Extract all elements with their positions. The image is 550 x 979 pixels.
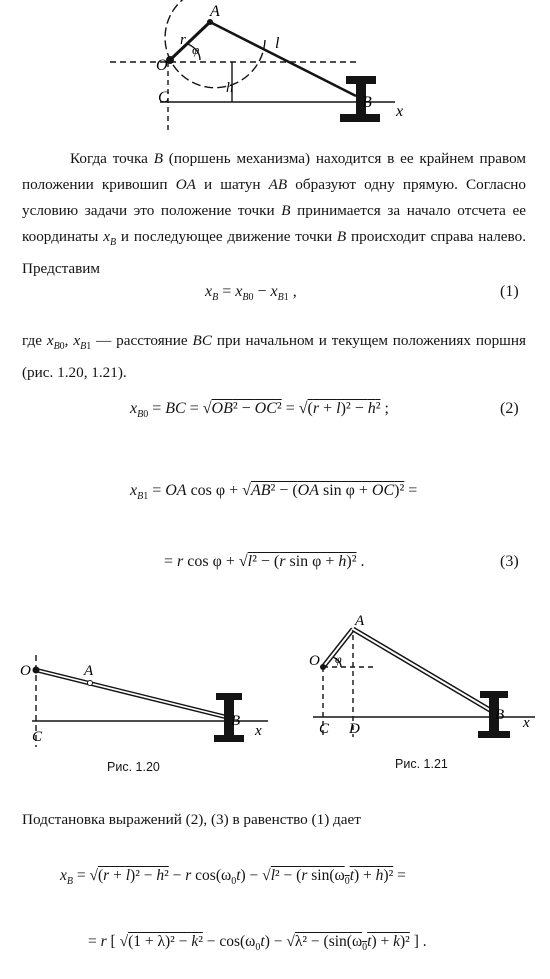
crank-mechanism-figure <box>60 0 420 130</box>
equation-3-line2: = r cos φ + √l² − (r sin φ + h)² . <box>164 553 365 570</box>
label-h: h <box>226 80 234 96</box>
equation-3-line1: $x_{B1}$ = OA cos φ + √AB² − (OA sin φ + OC)² = <box>130 482 418 503</box>
paragraph-definition: где $x_{B0}$, $x_{B1}$ — расстояние BC при начальном и текущем положениях поршня (рис. 1.20, 1.21). <box>22 332 526 382</box>
equation-3-number: (3) <box>500 553 519 570</box>
point-O-121 <box>320 664 326 670</box>
equation-1: $x_B = x_{B0} - x_{B1}$ , <box>205 283 297 304</box>
label-C-121: C <box>319 721 330 737</box>
label-B-120: B <box>231 713 241 729</box>
label-O-121: O <box>309 653 320 669</box>
label-l: l <box>275 35 280 52</box>
point-O-120 <box>33 667 40 674</box>
equation-1-number: (1) <box>500 283 519 300</box>
point-A-120 <box>88 681 93 686</box>
equation-4-line1: $x_B = √(r + l)^2 - h^2 - r$ $\cos(\omega_0t) - √l^2 - (r$ $\sin(\omega_0t) + h)^2$ = <box>60 867 406 888</box>
label-A: A <box>210 3 220 20</box>
label-B: B <box>362 94 372 111</box>
label-A-121: A <box>355 613 365 629</box>
label-C-120: C <box>32 729 43 745</box>
caption-figure-1-20: Рис. 1.20 <box>107 760 160 774</box>
equation-4-line2: = r [ $√(1 + \lambda)^2 - k^2 - \cos(\omega_0t) - √\lambda^2 - (\sin(\omega_0t) + k)^2$ ] . <box>88 933 427 954</box>
label-O: O <box>156 57 168 74</box>
label-phi-121: φ <box>335 652 342 666</box>
label-C: C <box>158 89 169 106</box>
equation-2: $x_{B0}$ = BC = √OB² − OC² = √(r + l)² − h² ; <box>130 400 389 421</box>
paragraph-substitution: Подстановка выражений (2), (3) в равенство (1) дает <box>22 811 361 828</box>
label-B-121: B <box>495 707 505 723</box>
figure-1-20 <box>18 655 273 750</box>
paragraph-intro: Когда точка B (поршень механизма) находится в ее крайнем правом положении кривошип OA и шатун AB образуют одну прямую. Согласно условию задачи это положение точки B принимается за начало отсчета ее координаты $x_B$ и последующее движение точки B происходит справа налево. Представим <box>22 150 527 278</box>
label-phi: φ <box>192 42 200 57</box>
crank-OA <box>170 22 210 60</box>
label-D-121: D <box>349 721 360 737</box>
piston-B-121 <box>478 691 510 738</box>
label-x-120: x <box>255 723 262 739</box>
equation-2-number: (2) <box>500 400 519 417</box>
label-x-121: x <box>523 715 530 731</box>
piston-B <box>340 76 380 122</box>
label-A-120: A <box>84 663 94 679</box>
label-r: r <box>180 32 186 48</box>
figure-1-21 <box>305 605 540 745</box>
label-x: x <box>396 103 404 120</box>
label-O-120: O <box>20 663 31 679</box>
caption-figure-1-21: Рис. 1.21 <box>395 757 448 771</box>
